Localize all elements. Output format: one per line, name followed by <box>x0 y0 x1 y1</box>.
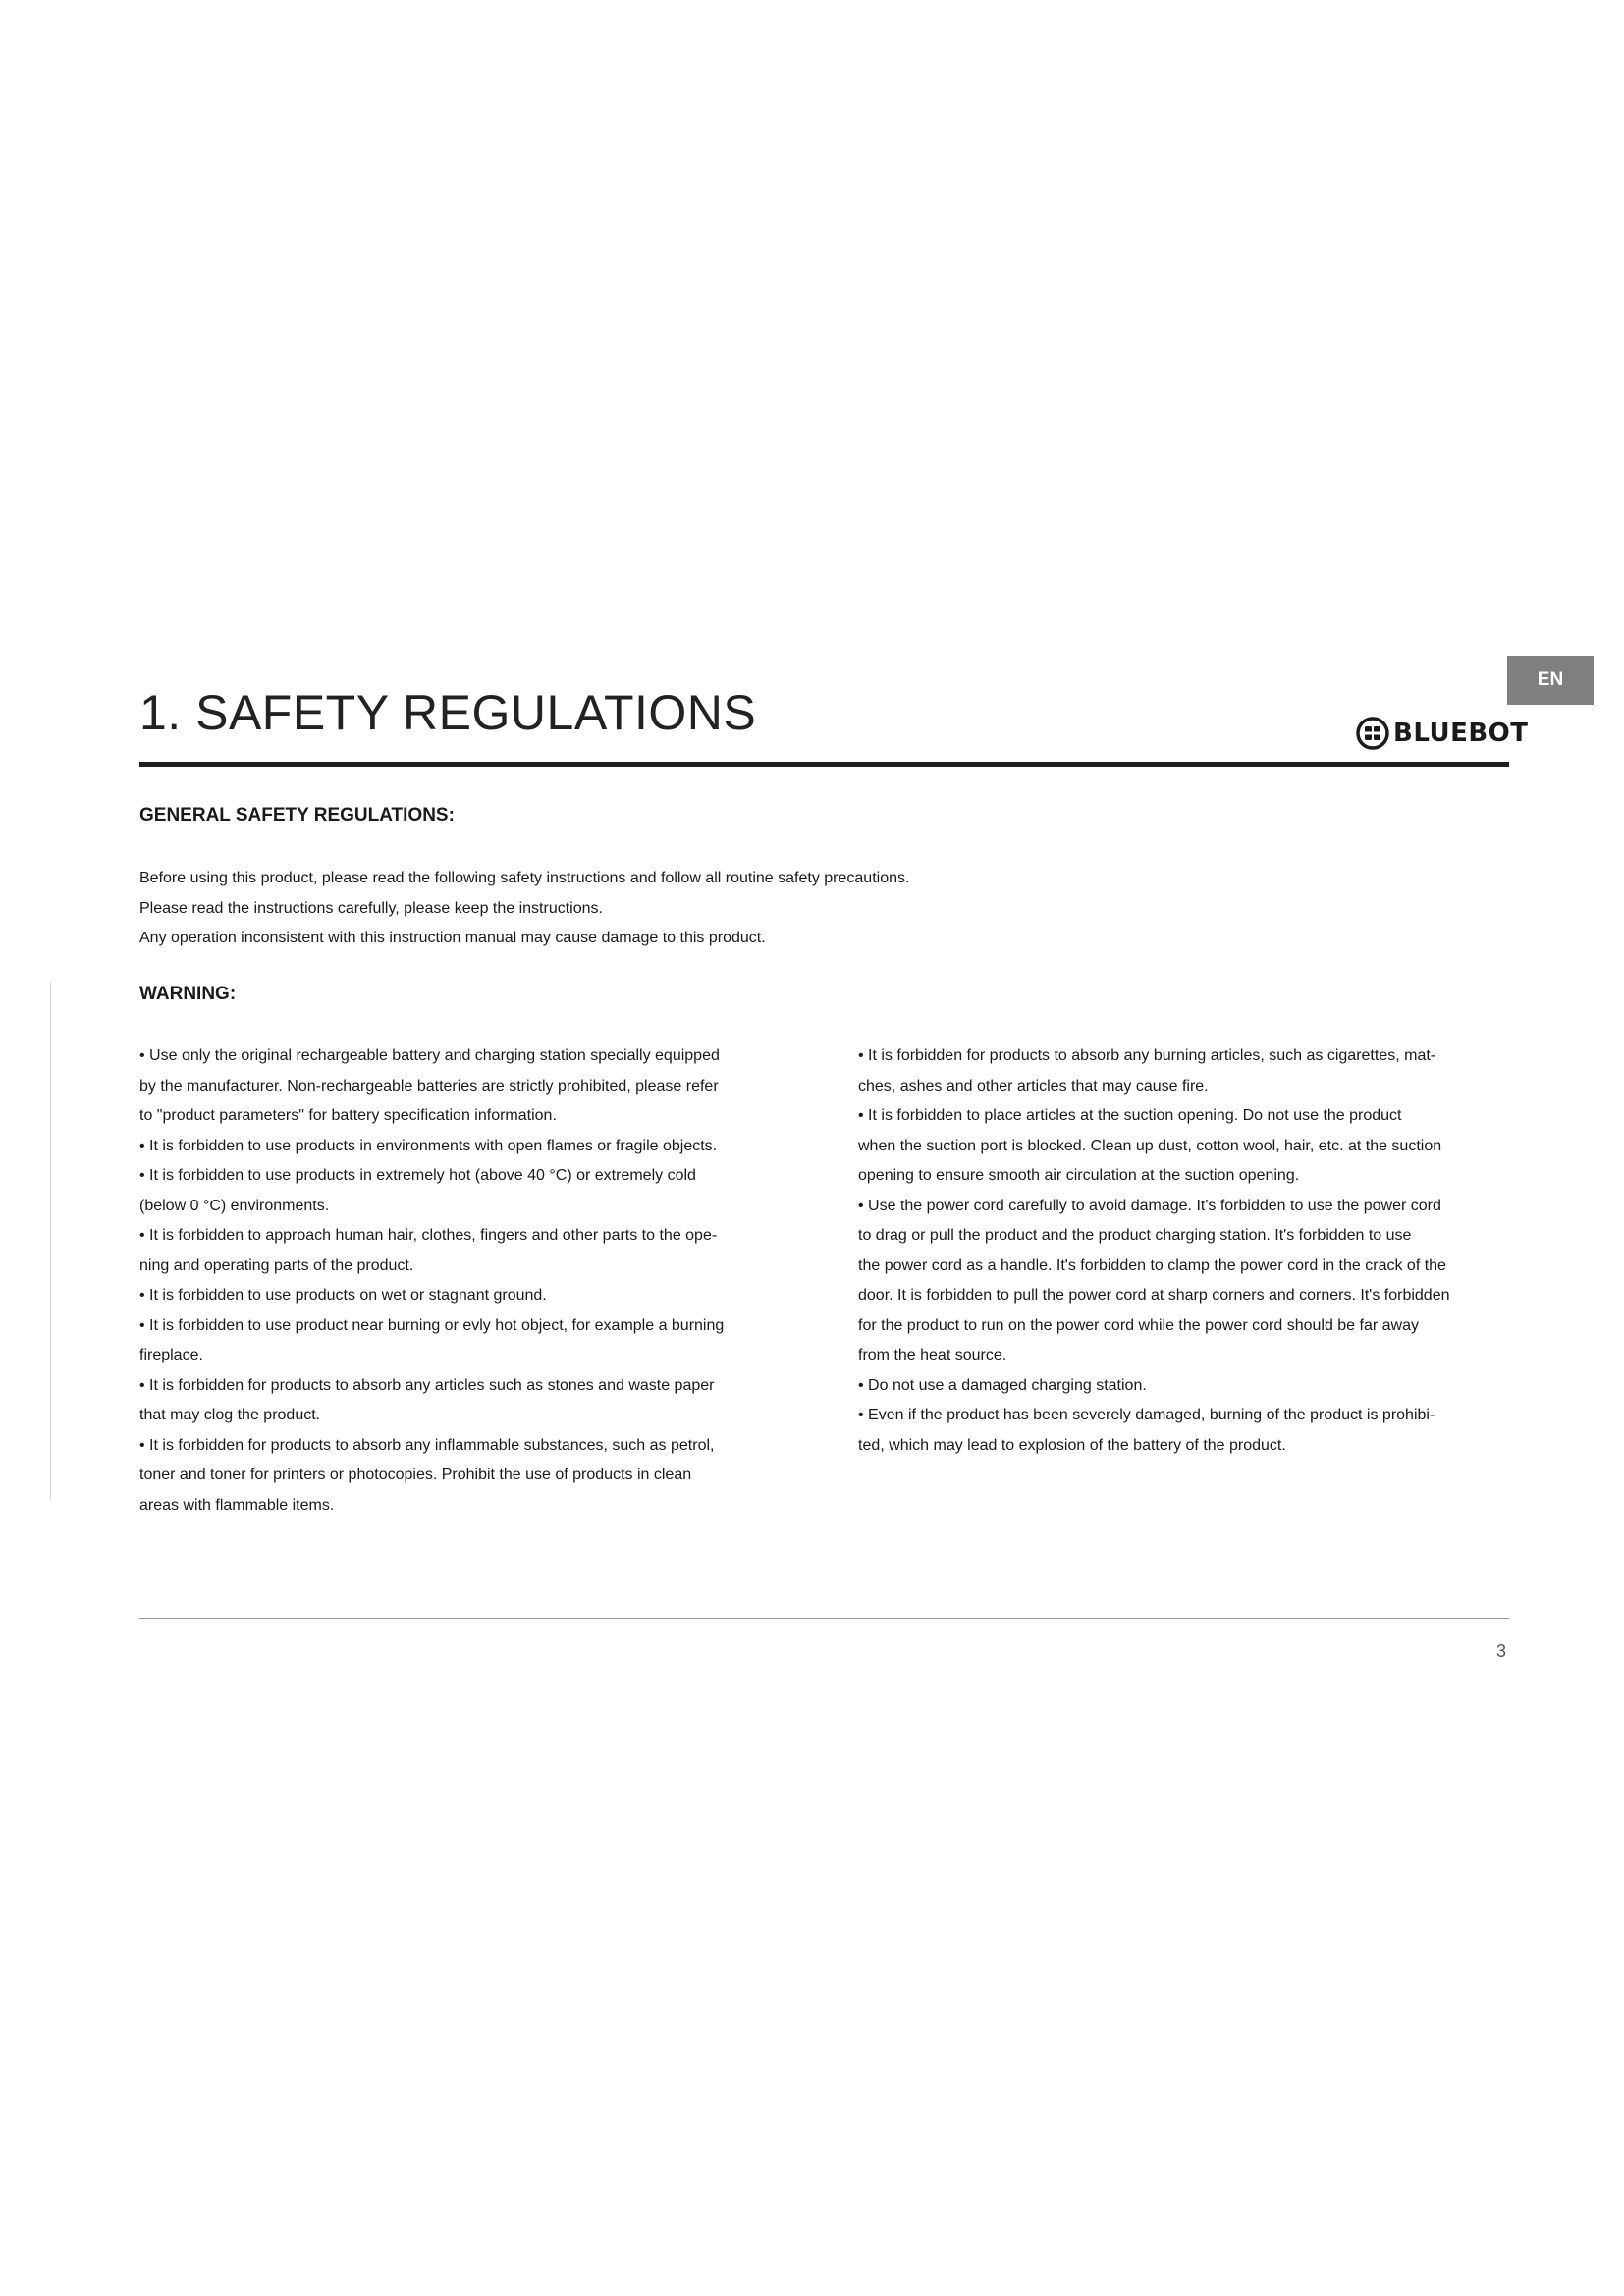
brand-name: BLUEBOT <box>1393 719 1529 748</box>
general-safety-heading: GENERAL SAFETY REGULATIONS: <box>139 805 455 826</box>
footer-divider <box>139 1618 1509 1619</box>
general-safety-text <box>139 864 1219 954</box>
warning-column-left: • Use only the original rechargeable battery and charging station specially equipped by the manufacturer. Non-rechargeable batteries are strictly prohibited, please refer to "product parameters" for battery specification information. • It is forbidden to use products in environments with open flames or fragile objects. • It is forbidden to use products in extremely hot (above 40 °C) or extremely cold (below 0 °C) environments. • It is forbidden to approach human hair, clothes, fingers and other parts to the ope- ning and operating parts of the product. • It is forbidden to use products on wet or stagnant ground. • It is forbidden to use product near burning or evly hot object, for example a burning fireplace. • It is forbidden for products to absorb any articles such as stones and waste paper that may clog the product. • It is forbidden for products to absorb any inflammable substances, such as petrol, toner and toner for printers or photocopies. Prohibit the use of products in clean areas with flammable items. <box>139 1047 725 1514</box>
page-title: 1. SAFETY REGULATIONS <box>139 685 757 740</box>
language-tab[interactable]: EN <box>1507 656 1594 705</box>
margin-line <box>50 982 51 1500</box>
page-number: 3 <box>1495 1641 1506 1661</box>
bluebot-logo-icon <box>1356 717 1389 750</box>
title-divider <box>139 762 1509 767</box>
brand-logo <box>1356 714 1529 753</box>
warning-column-right: • It is forbidden for products to absorb any burning articles, such as cigarettes, mat- ches, ashes and other articles that may cause fire. • It is forbidden to place articles at the suction opening. Do not use the product when the suction port is blocked. Clean up dust, cotton wool, hair, etc. at the suction opening to ensure smooth air circulation at the suction opening. • Use the power cord carefully to avoid damage. It's forbidden to use the power cord to drag or pull the product and the product charging station. It's forbidden to use the power cord as a handle. It's forbidden to clamp the power cord in the crack of the door. It is forbidden to pull the power cord at sharp corners and corners. It's forbidden for the product to run on the power cord while the power cord should be far away from the heat source. • Do not use a damaged charging station. • Even if the product has been severely damaged, burning of the product is prohibi- ted, which may lead to explosion of the battery of the product. <box>858 1047 1450 1454</box>
intro-line: Before using this product, please read the following safety instructions and follow all routine safety precautions. <box>139 870 910 886</box>
intro-line: Please read the instructions carefully, please keep the instructions. <box>139 899 603 917</box>
warning-heading: WARNING: <box>139 984 237 1004</box>
intro-line: Any operation inconsistent with this instruction manual may cause damage to this product. <box>139 930 766 946</box>
